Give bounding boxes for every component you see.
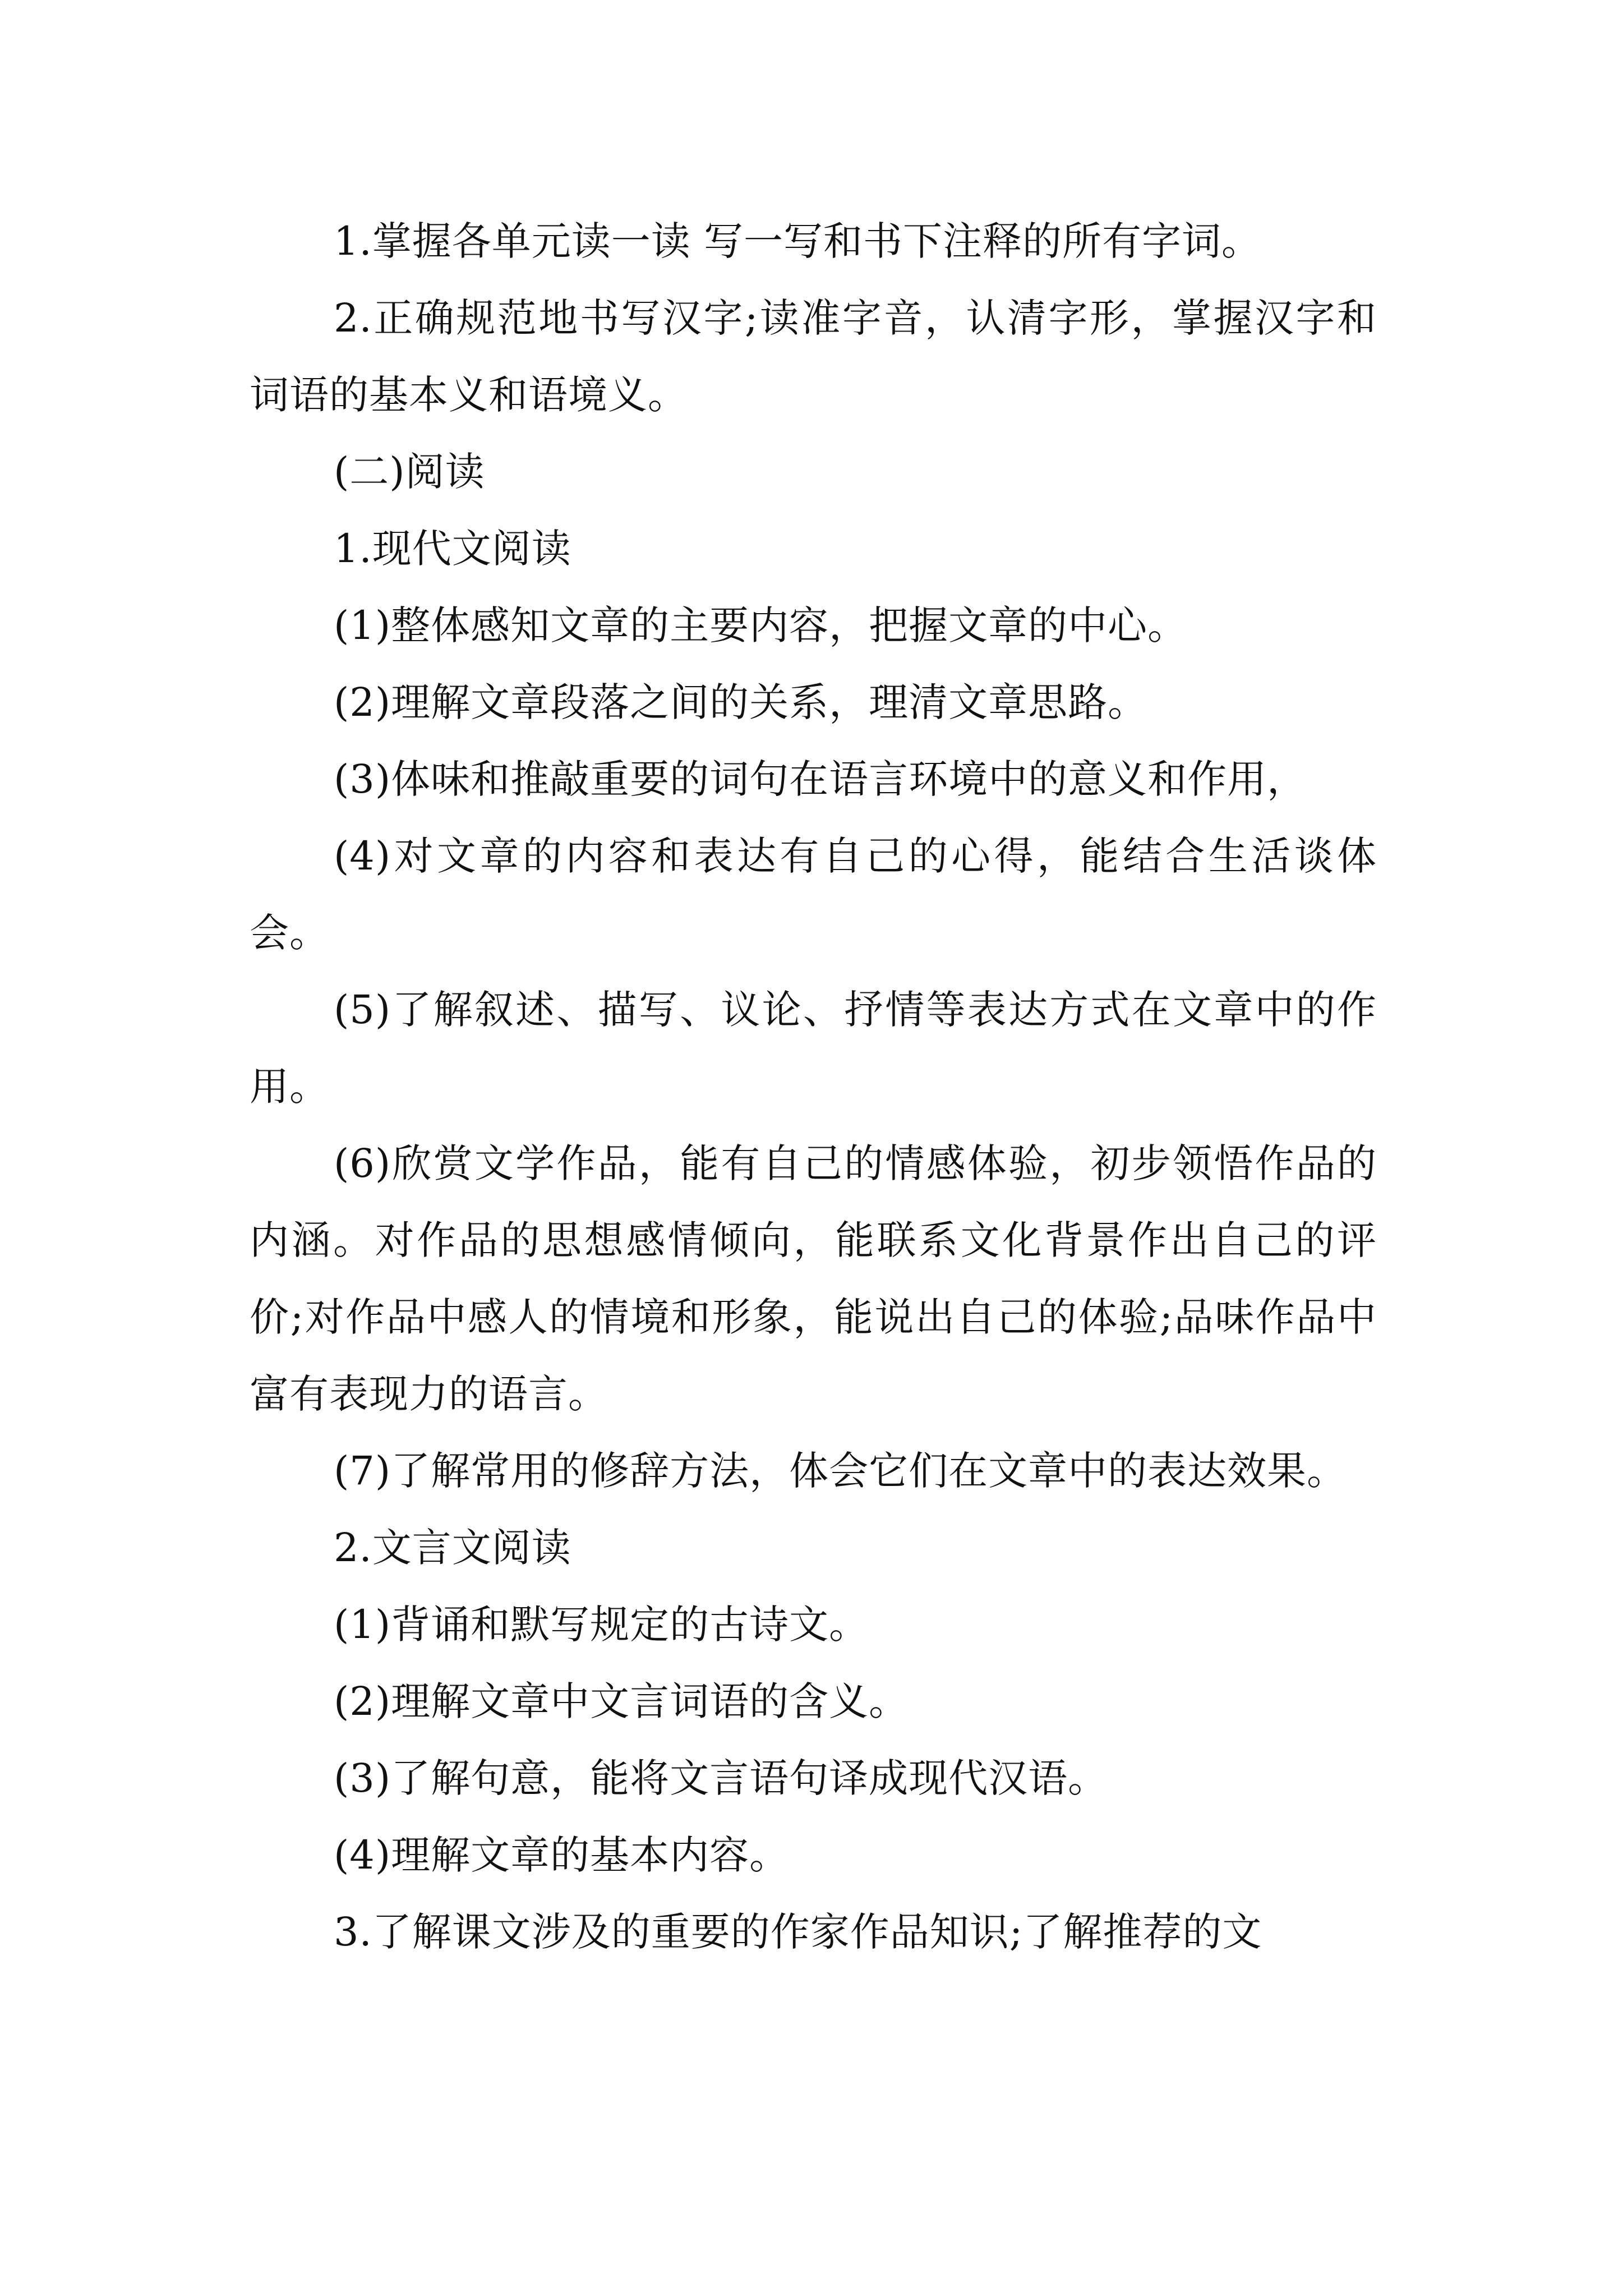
paragraph-item-modern-3: (3)体味和推敲重要的词句在语言环境中的意义和作用，: [334, 756, 1307, 802]
paragraph-item-modern-6: (6)欣赏文学作品，能有自己的情感体验，初步领悟作品的内涵。对作品的思想感情倾向，能联系文化背景作出自己的评价;对作品中感人的情境和形象，能说出自己的体验;品味作品中富有表现力的语言。: [250, 1140, 1377, 1417]
paragraph-item-classical-2: (2)理解文章中文言词语的含义。: [334, 1678, 909, 1724]
paragraph-item-modern-7: (7)了解常用的修辞方法，体会它们在文章中的表达效果。: [334, 1448, 1347, 1494]
paragraph-item-1-vocab: 1.掌握各单元读一读 写一写和书下注释的所有字词。: [334, 218, 1262, 264]
paragraph-item-modern-1: (1)整体感知文章的主要内容，把握文章的中心。: [334, 602, 1188, 648]
section-heading-reading: (二)阅读: [334, 449, 485, 495]
paragraph-item-3-authors: 3.了解课文涉及的重要的作家作品知识;了解推荐的文: [334, 1909, 1262, 1955]
paragraph-item-classical-3: (3)了解句意，能将文言语句译成现代汉语。: [334, 1755, 1108, 1801]
paragraph-item-classical-1: (1)背诵和默写规定的古诗文。: [334, 1602, 869, 1648]
document-body: [250, 203, 1377, 1971]
subsection-heading-classical-reading: 2.文言文阅读: [334, 1525, 571, 1571]
paragraph-item-modern-4: (4)对文章的内容和表达有自己的心得，能结合生活谈体会。: [250, 833, 1377, 956]
paragraph-item-2-characters: 2.正确规范地书写汉字;读准字音，认清字形，掌握汉字和词语的基本义和语境义。: [250, 295, 1377, 418]
paragraph-item-classical-4: (4)理解文章的基本内容。: [334, 1832, 790, 1878]
paragraph-item-modern-2: (2)理解文章段落之间的关系，理清文章思路。: [334, 679, 1148, 725]
paragraph-item-modern-5: (5)了解叙述、描写、议论、抒情等表达方式在文章中的作用。: [250, 987, 1377, 1110]
subsection-heading-modern-reading: 1.现代文阅读: [334, 526, 571, 572]
